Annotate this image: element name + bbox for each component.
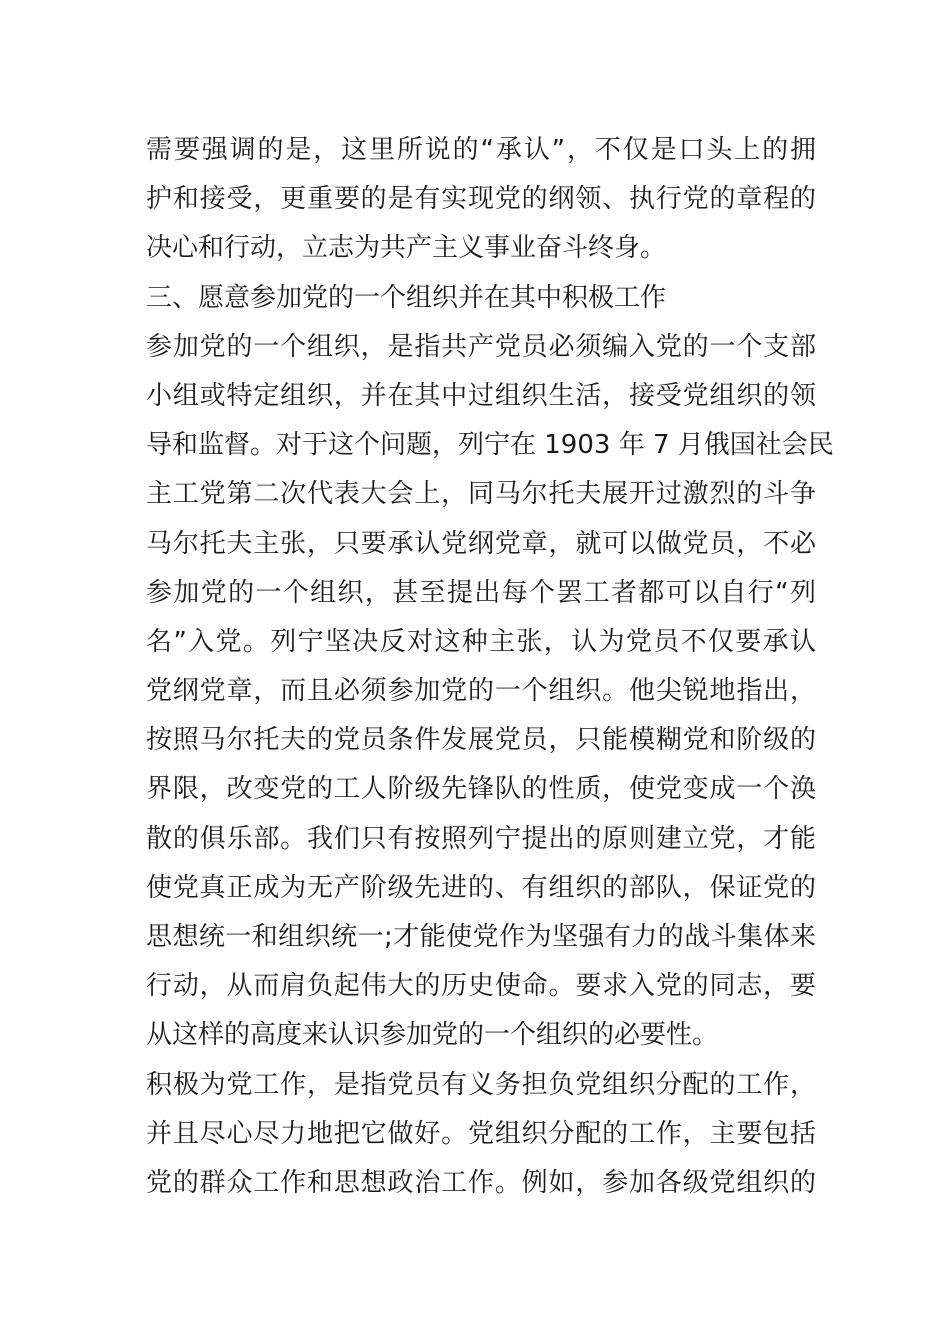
text-line-20: 积极为党工作，是指党员有义务担负党组织分配的工作，: [146, 1069, 816, 1100]
text-line-6: 小组或特定组织，并在其中过组织生活，接受党组织的领: [146, 380, 816, 411]
text-line-12: 党纲党章，而且必须参加党的一个组织。他尖锐地指出，: [146, 676, 816, 707]
text-line-19: 从这样的高度来认识参加党的一个组织的必要性。: [146, 1020, 719, 1051]
text-line-16: 使党真正成为无产阶级先进的、有组织的部队，保证党的: [146, 872, 816, 903]
text-line-7: 导和监督。对于这个问题，列宁在 1903 年 7 月俄国社会民: [146, 430, 834, 461]
text-line-8: 主工党第二次代表大会上，同马尔托夫展开过激烈的斗争: [146, 479, 816, 510]
text-line-21: 并且尽心尽力地把它做好。党组织分配的工作，主要包括: [146, 1118, 816, 1149]
text-line-11: 名”入党。列宁坚决反对这种主张，认为党员不仅要承认: [146, 626, 816, 657]
text-line-3: 决心和行动，立志为共产主义事业奋斗终身。: [146, 233, 667, 264]
text-line-5: 参加党的一个组织，是指共产党员必须编入党的一个支部: [146, 331, 816, 362]
text-line-15: 散的俱乐部。我们只有按照列宁提出的原则建立党，才能: [146, 823, 816, 854]
text-line-14: 界限，改变党的工人阶级先锋队的性质，使党变成一个涣: [146, 774, 816, 805]
text-line-9: 马尔托夫主张，只要承认党纲党章，就可以做党员，不必: [146, 528, 816, 559]
text-line-10: 参加党的一个组织，甚至提出每个罢工者都可以自行“列: [146, 577, 816, 608]
text-line-22: 党的群众工作和思想政治工作。例如，参加各级党组织的: [146, 1167, 816, 1198]
text-line-2: 护和接受，更重要的是有实现党的纲领、执行党的章程的: [146, 184, 816, 215]
text-line-1: 需要强调的是，这里所说的“承认”，不仅是口头上的拥: [146, 135, 816, 165]
text-line-13: 按照马尔托夫的党员条件发展党员，只能模糊党和阶级的: [146, 725, 816, 756]
section-heading: 三、愿意参加党的一个组织并在其中积极工作: [146, 282, 667, 313]
text-line-18: 行动，从而肩负起伟大的历史使命。要求入党的同志，要: [146, 971, 816, 1002]
body-text: [146, 126, 834, 1208]
text-line-17: 思想统一和组织统一;才能使党作为坚强有力的战斗集体来: [146, 922, 816, 952]
